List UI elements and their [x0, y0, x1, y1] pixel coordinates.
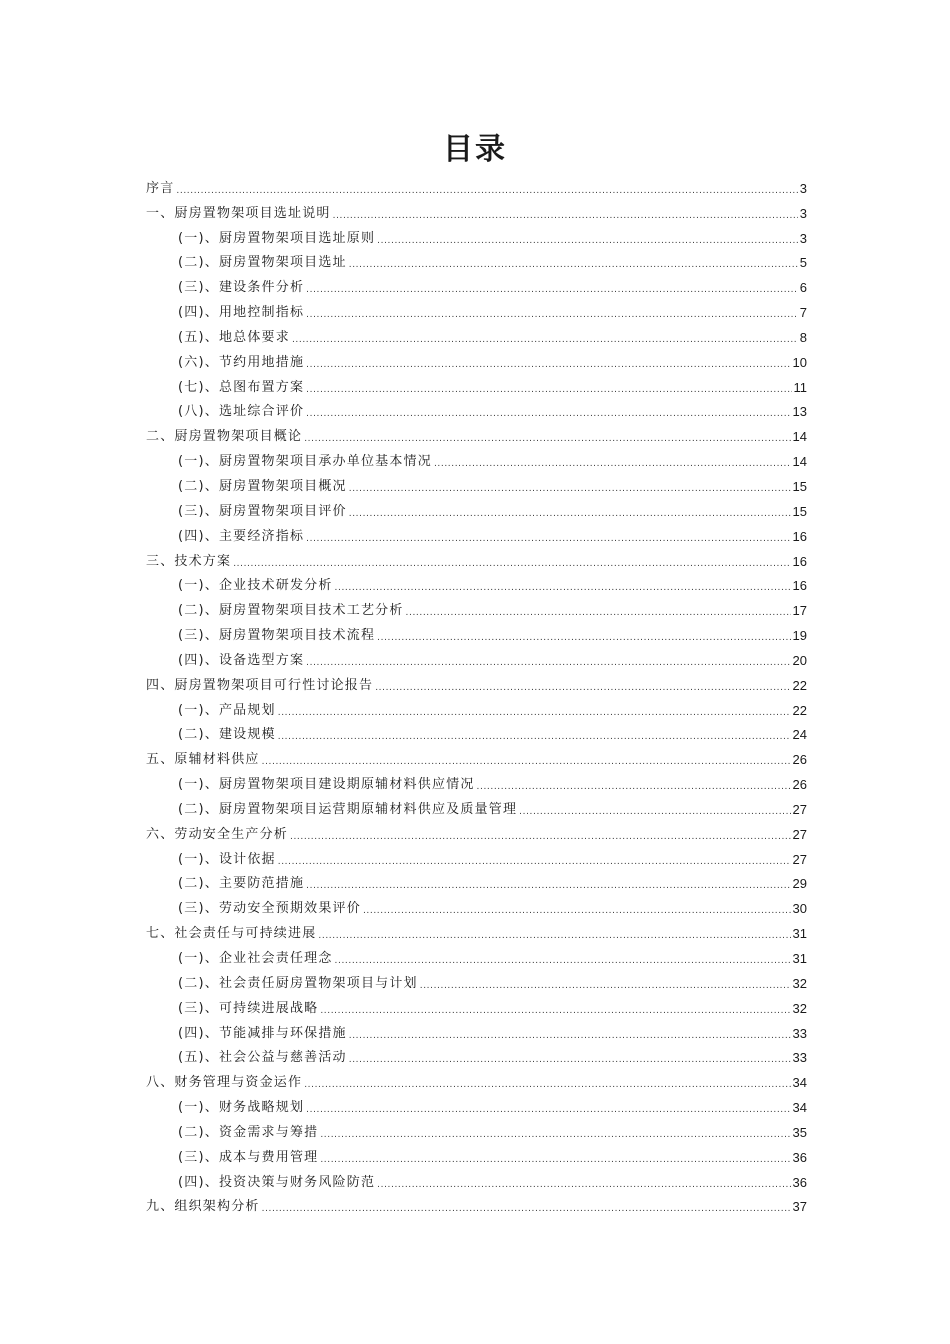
toc-entry-title: (四)、主要经济指标	[178, 528, 305, 544]
dot-leader	[333, 210, 798, 222]
toc-entry-title: (三)、劳动安全预期效果评价	[178, 901, 361, 917]
toc-chapter-entry[interactable]	[146, 422, 807, 447]
toc-page-number: 26	[792, 752, 807, 768]
toc-section-entry[interactable]	[146, 944, 807, 969]
dot-leader	[434, 458, 791, 470]
dot-leader	[290, 831, 791, 843]
toc-entry-title: (三)、成本与费用管理	[178, 1149, 319, 1165]
toc-section-entry[interactable]	[146, 696, 807, 721]
toc-page-number: 34	[792, 1100, 807, 1116]
table-of-contents	[146, 174, 807, 1217]
toc-section-entry[interactable]	[146, 721, 807, 746]
toc-page-number: 11	[793, 379, 807, 395]
toc-section-entry[interactable]	[146, 969, 807, 994]
toc-chapter-entry[interactable]	[146, 671, 807, 696]
toc-section-entry[interactable]	[146, 770, 807, 795]
toc-page-number: 3	[799, 230, 807, 246]
dot-leader	[377, 235, 798, 247]
toc-section-entry[interactable]	[146, 323, 807, 348]
toc-page-number: 14	[792, 429, 807, 445]
toc-entry-title: (五)、社会公益与慈善活动	[178, 1050, 347, 1066]
toc-entry-title: (四)、投资决策与财务风险防范	[178, 1174, 376, 1190]
toc-entry-title: 七、社会责任与可持续进展	[146, 926, 317, 942]
toc-entry-title: (三)、建设条件分析	[178, 280, 305, 296]
toc-page-number: 31	[792, 951, 807, 966]
toc-entry-title: (四)、用地控制指标	[178, 305, 305, 321]
toc-page-number: 10	[792, 354, 807, 370]
dot-leader	[306, 657, 790, 669]
toc-page-number: 35	[792, 1124, 807, 1140]
dot-leader	[349, 259, 798, 271]
toc-chapter-entry[interactable]	[146, 547, 807, 572]
dot-leader	[306, 533, 790, 545]
toc-entry-title: (二)、厨房置物架项目选址	[178, 255, 347, 271]
dot-leader	[306, 880, 790, 892]
dot-leader	[306, 1104, 790, 1116]
dot-leader	[420, 980, 791, 992]
dot-leader	[304, 1079, 790, 1091]
toc-entry-title: (三)、厨房置物架项目评价	[178, 503, 347, 519]
toc-section-entry[interactable]	[146, 298, 807, 323]
dot-leader	[304, 433, 790, 445]
dot-leader	[406, 607, 791, 619]
toc-entry-title: (四)、节能减排与环保措施	[178, 1025, 347, 1041]
dot-leader	[377, 1179, 790, 1191]
toc-entry-title: (二)、厨房置物架项目概况	[178, 478, 347, 494]
toc-section-entry[interactable]	[146, 348, 807, 373]
toc-page-number: 31	[792, 926, 807, 942]
toc-entry-title: 五、原辅材料供应	[146, 752, 260, 768]
toc-chapter-entry[interactable]	[146, 1193, 807, 1218]
toc-section-entry[interactable]	[146, 1118, 807, 1143]
toc-section-entry[interactable]	[146, 447, 807, 472]
toc-page-number: 27	[792, 851, 807, 867]
toc-entry-title: 六、劳动安全生产分析	[146, 826, 289, 842]
toc-entry-title: 二、厨房置物架项目概论	[146, 429, 303, 445]
toc-chapter-entry[interactable]	[146, 919, 807, 944]
toc-section-entry[interactable]	[146, 472, 807, 497]
page-title: 目录	[443, 132, 507, 167]
toc-entry-title: (四)、设备选型方案	[178, 652, 305, 668]
toc-page-number: 22	[792, 702, 807, 718]
toc-page-number: 20	[792, 652, 807, 668]
toc-entry-title: (二)、社会责任厨房置物架项目与计划	[178, 975, 418, 991]
dot-leader	[519, 806, 790, 818]
toc-section-entry[interactable]	[146, 572, 807, 597]
dot-leader	[363, 905, 791, 917]
toc-page-number: 29	[792, 876, 807, 892]
toc-page-number: 22	[792, 677, 807, 693]
toc-section-entry[interactable]	[146, 994, 807, 1019]
toc-page-number: 16	[792, 528, 807, 544]
toc-chapter-entry[interactable]	[146, 745, 807, 770]
toc-page-number: 6	[799, 280, 807, 296]
toc-entry-title: 序言	[146, 180, 175, 196]
toc-chapter-entry[interactable]	[146, 174, 807, 199]
dot-leader	[278, 707, 791, 719]
dot-leader	[349, 483, 791, 495]
toc-page-number: 14	[792, 454, 807, 470]
dot-leader	[306, 359, 790, 371]
toc-page-number: 7	[799, 305, 807, 321]
toc-chapter-entry[interactable]	[146, 1068, 807, 1093]
toc-entry-title: (二)、建设规模	[178, 727, 276, 743]
toc-page-number: 16	[792, 578, 807, 594]
dot-leader	[306, 309, 798, 321]
toc-entry-title: (一)、设计依据	[178, 851, 276, 867]
toc-section-entry[interactable]	[146, 646, 807, 671]
dot-leader	[349, 1030, 791, 1042]
dot-leader	[306, 408, 790, 420]
toc-section-entry[interactable]	[146, 596, 807, 621]
toc-chapter-entry[interactable]	[146, 199, 807, 224]
dot-leader	[320, 1154, 790, 1166]
toc-entry-title: (八)、选址综合评价	[178, 404, 305, 420]
toc-entry-title: 四、厨房置物架项目可行性讨论报告	[146, 677, 374, 693]
dot-leader	[477, 781, 791, 793]
toc-section-entry[interactable]	[146, 249, 807, 274]
toc-entry-title: (一)、企业社会责任理念	[178, 951, 333, 966]
toc-page-number: 8	[799, 329, 807, 345]
toc-entry-title: (二)、厨房置物架项目运营期原辅材料供应及质量管理	[178, 801, 518, 817]
toc-page-number: 3	[799, 205, 807, 221]
dot-leader	[292, 334, 798, 346]
toc-page-number: 17	[792, 603, 807, 619]
toc-section-entry[interactable]	[146, 845, 807, 870]
toc-page-number: 15	[792, 478, 807, 494]
toc-section-entry[interactable]	[146, 224, 807, 249]
toc-page-number: 32	[792, 975, 807, 991]
toc-section-entry[interactable]	[146, 894, 807, 919]
toc-entry-title: (二)、厨房置物架项目技术工艺分析	[178, 603, 404, 619]
dot-leader	[320, 1129, 790, 1141]
toc-page-number: 37	[792, 1199, 807, 1215]
dot-leader	[176, 185, 797, 197]
toc-page-number: 36	[792, 1149, 807, 1165]
toc-entry-title: 一、厨房置物架项目选址说明	[146, 205, 331, 221]
toc-entry-title: (一)、财务战略规划	[178, 1100, 305, 1116]
toc-entry-title: 九、组织架构分析	[146, 1199, 260, 1215]
dot-leader	[306, 284, 798, 296]
dot-leader	[349, 508, 791, 520]
toc-entry-title: 三、技术方案	[146, 553, 232, 569]
toc-entry-title: (一)、厨房置物架项目建设期原辅材料供应情况	[178, 777, 475, 793]
toc-page-number: 15	[792, 503, 807, 519]
toc-section-entry[interactable]	[146, 1044, 807, 1069]
toc-entry-title: (二)、资金需求与筹措	[178, 1124, 319, 1140]
dot-leader	[318, 930, 790, 942]
toc-section-entry[interactable]	[146, 497, 807, 522]
toc-page-number: 3	[799, 180, 807, 196]
toc-entry-title: (一)、产品规划	[178, 702, 276, 718]
dot-leader	[262, 756, 791, 768]
toc-page-number: 16	[792, 553, 807, 569]
toc-entry-title: (二)、主要防范措施	[178, 876, 305, 892]
toc-page-number: 24	[792, 727, 807, 743]
dot-leader	[278, 731, 791, 743]
toc-section-entry[interactable]	[146, 795, 807, 820]
toc-entry-title: (三)、厨房置物架项目技术流程	[178, 628, 376, 644]
toc-entry-title: (六)、节约用地措施	[178, 354, 305, 370]
dot-leader	[335, 955, 791, 967]
toc-entry-title: (三)、可持续进展战略	[178, 1000, 319, 1016]
dot-leader	[375, 682, 790, 694]
toc-entry-title: (一)、厨房置物架项目选址原则	[178, 230, 376, 246]
toc-page-number: 13	[792, 404, 807, 420]
toc-page-number: 19	[792, 628, 807, 644]
toc-entry-title: (五)、地总体要求	[178, 329, 290, 345]
toc-page-number: 36	[792, 1174, 807, 1190]
dot-leader	[320, 1005, 790, 1017]
toc-page-number: 34	[792, 1075, 807, 1091]
dot-leader	[306, 384, 791, 396]
dot-leader	[349, 1054, 791, 1066]
toc-entry-title: (七)、总图布置方案	[178, 379, 305, 395]
toc-entry-title: (一)、企业技术研发分析	[178, 578, 333, 594]
toc-page-number: 33	[792, 1050, 807, 1066]
toc-section-entry[interactable]	[146, 373, 807, 398]
toc-page-number: 32	[792, 1000, 807, 1016]
toc-section-entry[interactable]	[146, 1168, 807, 1193]
toc-page-number: 30	[792, 901, 807, 917]
toc-page-number: 26	[792, 777, 807, 793]
toc-section-entry[interactable]	[146, 522, 807, 547]
dot-leader	[335, 582, 791, 594]
toc-section-entry[interactable]	[146, 273, 807, 298]
dot-leader	[262, 1203, 791, 1215]
toc-chapter-entry[interactable]	[146, 820, 807, 845]
toc-section-entry[interactable]	[146, 1019, 807, 1044]
dot-leader	[233, 558, 790, 570]
toc-entry-title: (一)、厨房置物架项目承办单位基本情况	[178, 454, 432, 470]
dot-leader	[377, 632, 790, 644]
toc-entry-title: 八、财务管理与资金运作	[146, 1075, 303, 1091]
toc-page-number: 33	[792, 1025, 807, 1041]
toc-page-number: 5	[799, 255, 807, 271]
toc-section-entry[interactable]	[146, 870, 807, 895]
toc-page-number: 27	[792, 801, 807, 817]
toc-section-entry[interactable]	[146, 621, 807, 646]
dot-leader	[278, 856, 791, 868]
toc-page-number: 27	[792, 826, 807, 842]
toc-section-entry[interactable]	[146, 1093, 807, 1118]
toc-section-entry[interactable]	[146, 398, 807, 423]
toc-section-entry[interactable]	[146, 1143, 807, 1168]
